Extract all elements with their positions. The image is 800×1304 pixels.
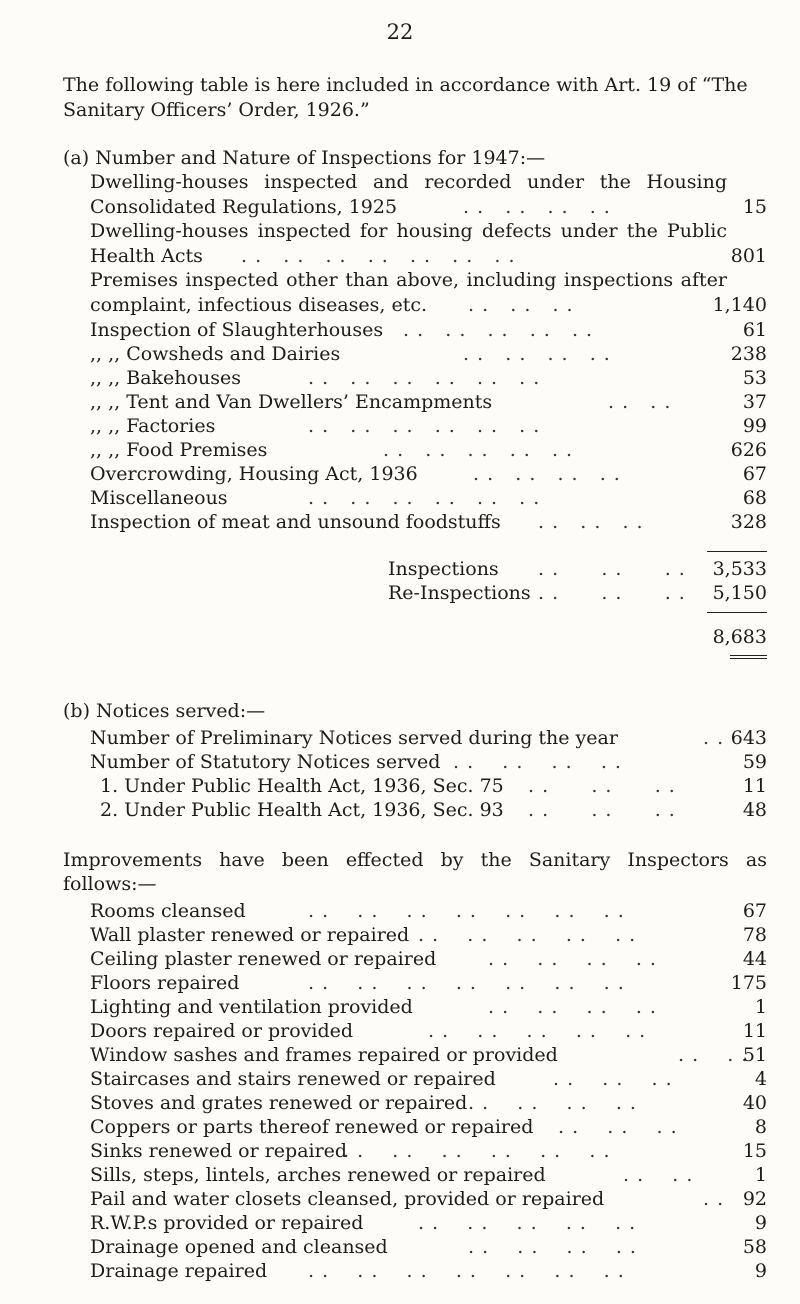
improvement-row	[63, 1235, 767, 1259]
leader-dots: . . . . . . . .	[488, 996, 657, 1018]
section-b-row	[63, 798, 767, 822]
section-a-row	[63, 414, 767, 438]
row-label: 2. Under Public Health Act, 1936, Sec. 93	[100, 799, 504, 821]
section-b-row	[63, 774, 767, 798]
row-label: Inspection of Slaughterhouses	[90, 319, 384, 341]
row-label: ,, ,, Food Premises	[90, 439, 268, 461]
row-value: 626	[730, 439, 767, 461]
section-b-row	[63, 750, 767, 774]
section-a-row	[63, 462, 767, 486]
row-label: complaint, infectious diseases, etc.	[90, 294, 428, 316]
improvements-intro-line1: Improvements have been effected by the Sanitary Inspectors as	[63, 849, 767, 871]
leader-dots: . . . . . . . . . .	[418, 924, 637, 946]
section-b-row	[63, 726, 767, 750]
row-label: Number of Preliminary Notices served during the year	[90, 727, 618, 749]
row-label: R.W.P.s provided or repaired	[90, 1212, 364, 1234]
leader-dots: . . . . . . . . . .	[383, 439, 574, 461]
leader-dots: . . . . . .	[538, 558, 686, 580]
row-value: 67	[742, 463, 767, 485]
row-label: Health Acts	[90, 245, 203, 267]
section-a-item-label: Dwelling-houses inspected for housing defects under the Public	[90, 220, 727, 242]
row-value: 238	[730, 343, 767, 365]
row-value: 328	[730, 511, 767, 533]
row-value: 11	[742, 775, 767, 797]
improvement-row	[63, 1043, 767, 1067]
row-value: 67	[742, 900, 767, 922]
improvement-row	[63, 1019, 767, 1043]
section-a-heading: (a) Number and Nature of Inspections for 1947:—	[63, 147, 546, 169]
section-a-row	[63, 244, 767, 268]
leader-dots: . . . . . .	[553, 1068, 673, 1090]
row-value: 15	[742, 196, 767, 218]
leader-dots: . . . . . . . . . . . .	[343, 1140, 611, 1162]
row-value: 68	[742, 487, 767, 509]
leader-dots: . . . . . . . . . . . .	[308, 367, 541, 389]
section-b-heading: (b) Notices served:—	[63, 700, 266, 722]
row-value: 40	[742, 1092, 767, 1114]
row-value: 53	[742, 367, 767, 389]
inspections-value: 3,533	[712, 558, 767, 580]
row-value: 48	[742, 799, 767, 821]
leader-dots: . . . . . .	[538, 582, 686, 604]
row-value: 1	[754, 1164, 767, 1186]
leader-dots: . . . . . .	[558, 1116, 678, 1138]
leader-dots: . . . . . . . . . . . . . .	[308, 900, 625, 922]
improvement-row	[63, 899, 767, 923]
row-label: Sinks renewed or repaired	[90, 1140, 348, 1162]
leader-dots: . . . . . . . . . . . .	[308, 487, 541, 509]
row-value: 1	[754, 996, 767, 1018]
row-label: ,, ,, Factories	[90, 415, 216, 437]
row-label: Rooms cleansed	[90, 900, 246, 922]
section-a-row	[63, 486, 767, 510]
leader-dots: . . . . . . . .	[463, 343, 611, 365]
improvement-row	[63, 995, 767, 1019]
total-value: 8,683	[712, 626, 767, 648]
row-label: Staircases and stairs renewed or repaired	[90, 1068, 496, 1090]
row-value: 58	[742, 1236, 767, 1258]
reinspections-row	[63, 581, 767, 605]
reinspections-value: 5,150	[712, 582, 767, 604]
row-label: Drainage repaired	[90, 1260, 268, 1282]
row-label: Pail and water closets cleansed, provided or repaired	[90, 1188, 605, 1210]
row-label: 1. Under Public Health Act, 1936, Sec. 75	[100, 775, 504, 797]
row-value: 643	[730, 727, 767, 749]
improvements-intro-line2: follows:—	[63, 873, 157, 895]
row-value: 9	[754, 1212, 767, 1234]
row-value: 37	[742, 391, 767, 413]
intro-paragraph: The following table is here included in accordance with Art. 19 of “The Sanitary Officers’ Order, 1926.”	[63, 74, 748, 121]
section-a-row	[63, 366, 767, 390]
leader-dots: . . . . . .	[468, 294, 574, 316]
row-value: 15	[742, 1140, 767, 1162]
page-number: 22	[386, 20, 414, 44]
row-value: 9	[754, 1260, 767, 1282]
inspections-row	[63, 557, 767, 581]
row-label: Coppers or parts thereof renewed or repaired	[90, 1116, 534, 1138]
leader-dots: . . . . . . . .	[488, 948, 657, 970]
leader-dots: . . . . . . . . . .	[428, 1020, 647, 1042]
row-label: Window sashes and frames repaired or provided	[90, 1044, 558, 1066]
row-value: 1,140	[712, 294, 767, 316]
leader-dots: . . . . . .	[538, 511, 644, 533]
section-a-row	[63, 293, 767, 317]
improvement-row	[63, 971, 767, 995]
section-a-row	[63, 195, 767, 219]
row-value: 59	[742, 751, 767, 773]
section-a-row	[63, 390, 767, 414]
leader-dots: . . . .	[623, 1164, 694, 1186]
improvement-row	[63, 923, 767, 947]
row-label: Drainage opened and cleansed	[90, 1236, 388, 1258]
subtotal-rule	[707, 551, 767, 552]
leader-dots: . . . . . . . .	[473, 463, 621, 485]
row-value: 92	[742, 1188, 767, 1210]
improvement-row	[63, 947, 767, 971]
leader-dots: . . . . . . . .	[468, 1236, 637, 1258]
section-a-item-label: Premises inspected other than above, including inspections after	[90, 269, 727, 291]
double-rule-top	[730, 655, 767, 656]
improvement-row	[63, 1139, 767, 1163]
leader-dots: . .	[703, 1188, 725, 1210]
reinspections-label: Re-Inspections	[388, 582, 531, 604]
leader-dots: . . . . . . . . . . . .	[308, 415, 541, 437]
leader-dots: . . . . . . . . . . . . . .	[241, 245, 516, 267]
row-label: Lighting and ventilation provided	[90, 996, 413, 1018]
double-rule-bottom	[730, 658, 767, 659]
row-label: Stoves and grates renewed or repaired	[90, 1092, 468, 1114]
row-label: Number of Statutory Notices served	[90, 751, 441, 773]
row-value: 4	[754, 1068, 767, 1090]
leader-dots: . . . . . . . .	[453, 751, 622, 773]
row-label: Wall plaster renewed or repaired	[90, 924, 410, 946]
inspections-label: Inspections	[388, 558, 499, 580]
row-label: ,, ,, Bakehouses	[90, 367, 241, 389]
section-a-row	[63, 342, 767, 366]
total-rule	[707, 612, 767, 613]
improvement-row	[63, 1187, 767, 1211]
section-a-row	[63, 318, 767, 342]
section-a-item-label: Dwelling-houses inspected and recorded under the Housing	[90, 171, 727, 193]
leader-dots: . .	[703, 727, 725, 749]
leader-dots: . . . . . . . . . .	[418, 1212, 637, 1234]
row-label: Consolidated Regulations, 1925	[90, 196, 398, 218]
row-value: 51	[742, 1044, 767, 1066]
improvement-row	[63, 1259, 767, 1283]
row-value: 11	[742, 1020, 767, 1042]
row-value: 175	[730, 972, 767, 994]
leader-dots: . . . . . . . .	[463, 196, 611, 218]
row-label: Sills, steps, lintels, arches renewed or repaired	[90, 1164, 546, 1186]
section-a-row	[63, 438, 767, 462]
row-label: Overcrowding, Housing Act, 1936	[90, 463, 418, 485]
leader-dots: . . . . . . . .	[468, 1092, 637, 1114]
row-value: 801	[730, 245, 767, 267]
section-a-row	[63, 510, 767, 534]
leader-dots: . . . . . . . . . . . . . .	[308, 1260, 625, 1282]
leader-dots: . . . . . . . . . .	[403, 319, 594, 341]
row-label: Doors repaired or provided	[90, 1020, 354, 1042]
improvement-row	[63, 1067, 767, 1091]
leader-dots: . . . .	[678, 1044, 749, 1066]
row-label: Miscellaneous	[90, 487, 228, 509]
row-label: Ceiling plaster renewed or repaired	[90, 948, 437, 970]
row-value: 61	[742, 319, 767, 341]
row-value: 44	[742, 948, 767, 970]
row-value: 8	[754, 1116, 767, 1138]
total-row	[63, 625, 767, 649]
improvement-row	[63, 1091, 767, 1115]
improvement-row	[63, 1115, 767, 1139]
row-label: ,, ,, Tent and Van Dwellers’ Encampments	[90, 391, 493, 413]
row-label: Inspection of meat and unsound foodstuffs	[90, 511, 501, 533]
row-label: Floors repaired	[90, 972, 240, 994]
leader-dots: . . . . . .	[528, 799, 676, 821]
improvement-row	[63, 1163, 767, 1187]
leader-dots: . . . . . .	[528, 775, 676, 797]
row-label: ,, ,, Cowsheds and Dairies	[90, 343, 341, 365]
row-value: 99	[742, 415, 767, 437]
leader-dots: . . . .	[608, 391, 672, 413]
leader-dots: . . . . . . . . . . . . . .	[308, 972, 625, 994]
row-value: 78	[742, 924, 767, 946]
improvement-row	[63, 1211, 767, 1235]
